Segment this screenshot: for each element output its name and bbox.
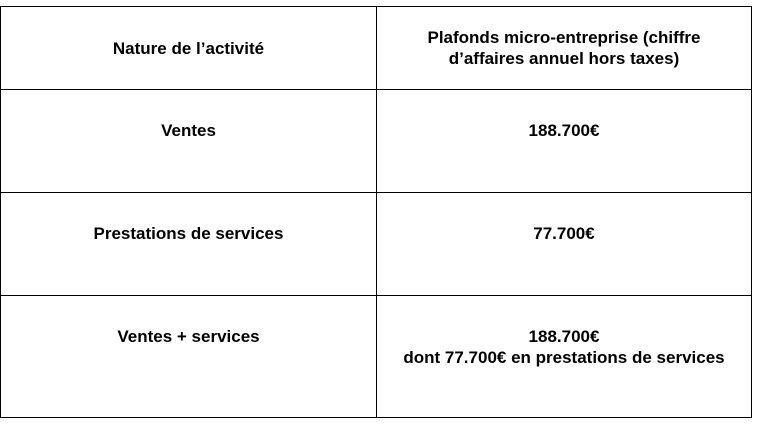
- activity-value: Ventes: [161, 121, 216, 140]
- table-row: [1, 89, 751, 192]
- activity-cell: [1, 193, 377, 295]
- table-row: [1, 192, 751, 295]
- header-cell-ceiling: [377, 7, 751, 89]
- ceiling-value: 77.700€: [533, 224, 595, 243]
- ceiling-cell: [377, 90, 751, 192]
- table-row: [1, 295, 751, 417]
- activity-value: Prestations de services: [93, 224, 284, 243]
- activity-cell: [1, 90, 377, 192]
- activity-value: Ventes + services: [117, 327, 260, 346]
- header-cell-activity: [1, 7, 377, 89]
- ceiling-cell: [377, 296, 751, 417]
- table-header-row: [1, 7, 751, 89]
- ceilings-table: [0, 6, 752, 418]
- ceiling-value: 188.700€ dont 77.700€ en prestations de services: [403, 327, 725, 367]
- header-activity-label: Nature de l’activité: [112, 38, 265, 58]
- activity-cell: [1, 296, 377, 417]
- header-ceiling-label: Plafonds micro-entreprise (chiffre d’affaires annuel hors taxes): [427, 28, 701, 68]
- ceiling-value: 188.700€: [528, 121, 600, 140]
- ceiling-cell: [377, 193, 751, 295]
